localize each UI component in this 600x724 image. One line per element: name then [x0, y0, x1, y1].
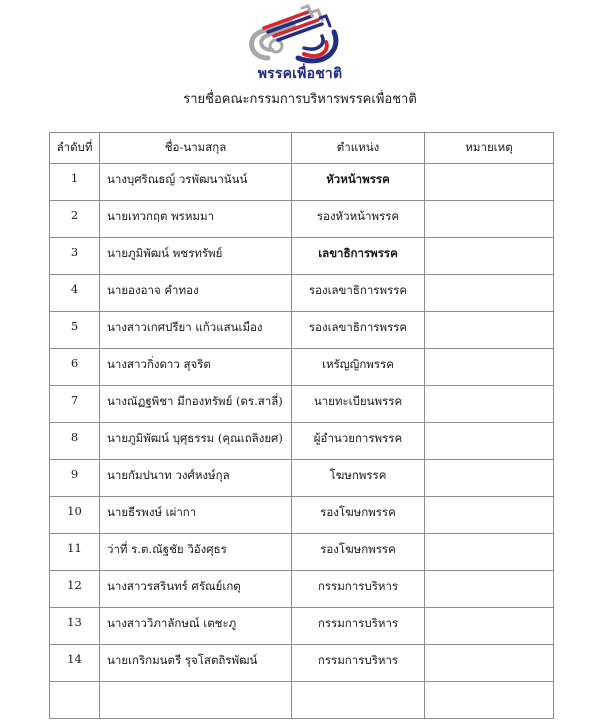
cell-note	[425, 201, 554, 238]
table-row	[50, 497, 554, 534]
cell-name: นายภูมิพัฒน์ บุศุธรรม (คุณเถลิงยศ)	[100, 423, 292, 460]
cell-note	[425, 497, 554, 534]
cell-name: นางณัฏฐพิชา มีกองทรัพย์ (ดร.สาลี่)	[100, 386, 292, 423]
cell-name: นายเกริกมนตรี รุจโสตถิรพัฒน์	[100, 645, 292, 682]
cell-position: โฆษกพรรค	[292, 460, 425, 497]
cell-note	[425, 534, 554, 571]
cell-number: 13	[50, 608, 100, 645]
cell-number: 12	[50, 571, 100, 608]
table-row	[50, 608, 554, 645]
cell-position: กรรมการบริหาร	[292, 571, 425, 608]
cell-position: หัวหน้าพรรค	[292, 164, 425, 201]
table-header-row	[50, 133, 554, 164]
cell-number: 11	[50, 534, 100, 571]
cell-position	[292, 682, 425, 719]
cell-number: 9	[50, 460, 100, 497]
cell-position: นายทะเบียนพรรค	[292, 386, 425, 423]
cell-note	[425, 645, 554, 682]
cell-number: 2	[50, 201, 100, 238]
cell-number: 6	[50, 349, 100, 386]
cell-name: นายเทวกฤต พรหมมา	[100, 201, 292, 238]
cell-name: นางบุศริณธญ์ วรพัฒนานันน์	[100, 164, 292, 201]
cell-position: รองเลขาธิการพรรค	[292, 275, 425, 312]
cell-name: นายองอาจ คำทอง	[100, 275, 292, 312]
cell-name: นางสาวกิ่งดาว สุจริต	[100, 349, 292, 386]
column-header-name: ชื่อ-นามสกุล	[100, 133, 292, 164]
cell-number: 14	[50, 645, 100, 682]
cell-position: รองโฆษกพรรค	[292, 534, 425, 571]
cell-number: 1	[50, 164, 100, 201]
cell-number: 4	[50, 275, 100, 312]
party-emblem-icon	[238, 2, 362, 64]
cell-name: นายธีรพงษ์ เผ่ากา	[100, 497, 292, 534]
column-header-no: ลำดับที่	[50, 133, 100, 164]
cell-note	[425, 312, 554, 349]
table-row	[50, 386, 554, 423]
table-row	[50, 571, 554, 608]
cell-number	[50, 682, 100, 719]
cell-position: รองเลขาธิการพรรค	[292, 312, 425, 349]
logo-text: พรรคเพื่อชาติ	[257, 66, 343, 82]
document-title: รายชื่อคณะกรรมการบริหารพรรคเพื่อชาติ	[183, 92, 417, 107]
cell-note	[425, 275, 554, 312]
table-row	[50, 201, 554, 238]
cell-note	[425, 608, 554, 645]
cell-number: 7	[50, 386, 100, 423]
cell-name: ว่าที่ ร.ต.ณัฐชัย วิอังศุธร	[100, 534, 292, 571]
cell-number: 3	[50, 238, 100, 275]
cell-position: รองหัวหน้าพรรค	[292, 201, 425, 238]
cell-name: นางสาวเกศปรียา แก้วแสนเมือง	[100, 312, 292, 349]
table-row	[50, 682, 554, 719]
cell-name: นายกัมปนาท วงศ์หงษ์กุล	[100, 460, 292, 497]
cell-note	[425, 349, 554, 386]
table-row	[50, 423, 554, 460]
table-row	[50, 312, 554, 349]
executive-board-table	[49, 132, 554, 719]
party-logo	[238, 2, 362, 84]
column-header-position: ตำแหน่ง	[292, 133, 425, 164]
cell-number: 10	[50, 497, 100, 534]
cell-number: 5	[50, 312, 100, 349]
cell-name: นายภูมิพัฒน์ พชรทรัพย์	[100, 238, 292, 275]
cell-position: กรรมการบริหาร	[292, 608, 425, 645]
cell-note	[425, 682, 554, 719]
table-row	[50, 164, 554, 201]
cell-note	[425, 423, 554, 460]
cell-note	[425, 164, 554, 201]
cell-note	[425, 571, 554, 608]
table-row	[50, 275, 554, 312]
cell-position: กรรมการบริหาร	[292, 645, 425, 682]
cell-name	[100, 682, 292, 719]
table-row	[50, 645, 554, 682]
cell-number: 8	[50, 423, 100, 460]
table-row	[50, 460, 554, 497]
cell-name: นางสาววิภาลักษณ์ เตชะภู	[100, 608, 292, 645]
cell-position: เหรัญญิกพรรค	[292, 349, 425, 386]
cell-note	[425, 238, 554, 275]
cell-position: ผู้อำนวยการพรรค	[292, 423, 425, 460]
cell-position: รองโฆษกพรรค	[292, 497, 425, 534]
cell-note	[425, 460, 554, 497]
cell-name: นางสาวรสรินทร์ ศรัณย์เกตุ	[100, 571, 292, 608]
cell-position: เลขาธิการพรรค	[292, 238, 425, 275]
column-header-note: หมายเหตุ	[425, 133, 554, 164]
cell-note	[425, 386, 554, 423]
table-row	[50, 238, 554, 275]
table-row	[50, 534, 554, 571]
table-row	[50, 349, 554, 386]
